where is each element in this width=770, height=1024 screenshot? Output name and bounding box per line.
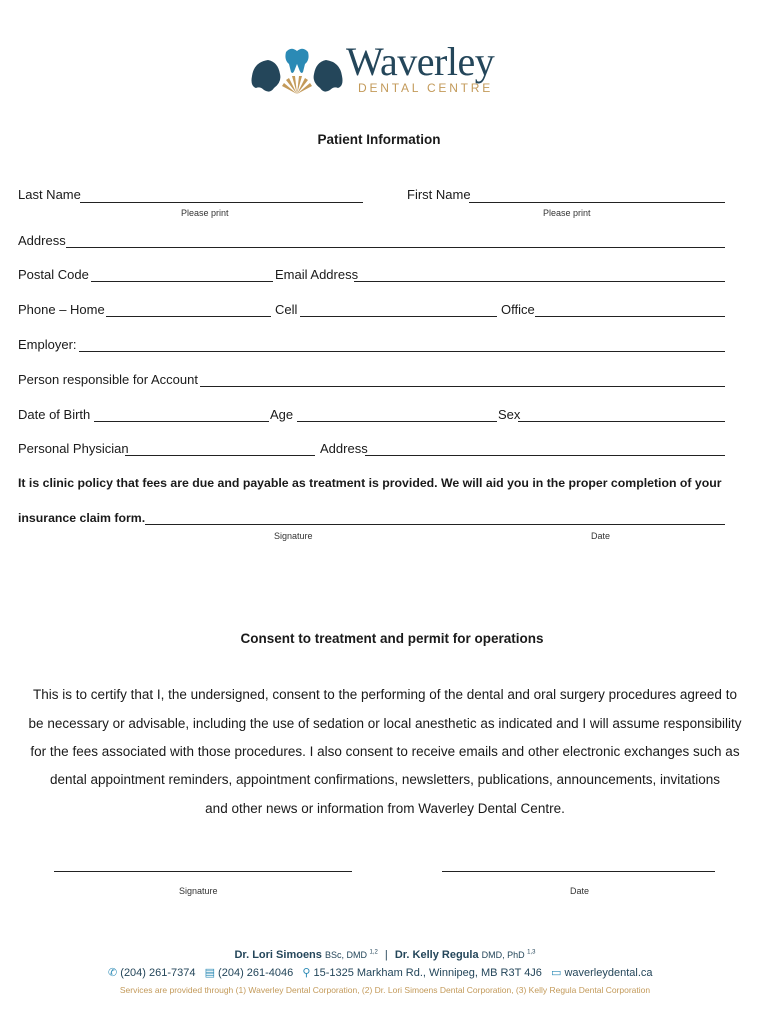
sex-field[interactable]	[518, 421, 725, 422]
footer-contact	[108, 966, 653, 979]
age-label: Age	[270, 407, 294, 422]
footer-fax: (204) 261-4046	[218, 967, 294, 979]
consent-text-line2: be necessary or advisable, including the use of sedation or local anesthetic as indicated and I will assume responsibility	[28, 716, 742, 731]
logo-subtitle: DENTAL CENTRE	[358, 81, 494, 95]
email-field[interactable]	[354, 281, 725, 282]
policy-signature-label: Signature	[274, 531, 313, 541]
consent-signature-label: Signature	[179, 886, 218, 896]
logo-wordmark: Waverley	[346, 39, 495, 84]
person-responsible-label: Person responsible for Account	[18, 372, 198, 387]
consent-text-line1: This is to certify that I, the undersigned, consent to the performing of the dental and oral surgery procedures agreed to	[33, 687, 737, 702]
footer-phone[interactable]: (204) 261-7374	[120, 967, 196, 979]
sex-label: Sex	[498, 407, 521, 422]
doctor2-name: Dr. Kelly Regula	[394, 949, 479, 961]
policy-text-line1: It is clinic policy that fees are due and payable as treatment is provided. We will aid you in the proper completion of your	[18, 476, 722, 490]
consent-text-line4: dental appointment reminders, appointment confirmations, newsletters, publications, announcements, invitations	[49, 772, 721, 787]
doctor2-superscript: 1,3	[527, 949, 536, 956]
employer-label: Employer:	[18, 337, 77, 352]
email-label: Email Address	[275, 267, 359, 282]
postal-code-field[interactable]	[91, 281, 273, 282]
first-name-hint: Please print	[543, 208, 591, 218]
location-pin-icon: ⚲	[302, 967, 311, 979]
physician-field[interactable]	[125, 455, 315, 456]
fax-icon: ▤	[204, 967, 215, 979]
address-field[interactable]	[66, 247, 725, 248]
address-label: Address	[18, 233, 66, 248]
last-name-field[interactable]	[80, 202, 363, 203]
consent-date-field[interactable]	[442, 871, 715, 872]
doctor2-credentials: DMD, PhD	[481, 950, 528, 960]
footer-doctors	[0, 949, 770, 961]
phone-icon: ✆	[108, 967, 118, 979]
footer-address: 15-1325 Markham Rd., Winnipeg, MB R3T 4J6	[313, 967, 542, 979]
footer-note: Services are provided through (1) Waverley Dental Corporation, (2) Dr. Lori Simoens Dental Corporation, (3) Kelly Regula Dental Corporation	[119, 985, 651, 995]
physician-label: Personal Physician	[18, 441, 129, 456]
age-field[interactable]	[297, 421, 497, 422]
first-name-label: First Name	[407, 187, 471, 202]
footer-website[interactable]: waverleydental.ca	[564, 967, 653, 979]
doctor1-superscript: 1,2	[369, 949, 378, 956]
tooth-logo-icon	[248, 42, 346, 98]
consent-date-label: Date	[570, 886, 590, 896]
employer-field[interactable]	[79, 351, 725, 352]
last-name-label: Last Name	[18, 187, 81, 202]
doctor1-name: Dr. Lori Simoens	[234, 949, 322, 961]
person-responsible-field[interactable]	[200, 386, 725, 387]
cell-field[interactable]	[300, 316, 497, 317]
office-label: Office	[501, 302, 535, 317]
doctor-separator: |	[384, 949, 388, 961]
phone-home-label: Phone – Home	[18, 302, 105, 317]
cell-label: Cell	[275, 302, 298, 317]
consent-signature-field[interactable]	[54, 871, 352, 872]
last-name-hint: Please print	[181, 208, 229, 218]
physician-address-field[interactable]	[365, 455, 725, 456]
postal-code-label: Postal Code	[18, 267, 89, 282]
dob-field[interactable]	[94, 421, 269, 422]
office-field[interactable]	[535, 316, 725, 317]
patient-info-title: Patient Information	[317, 132, 441, 147]
policy-date-label: Date	[591, 531, 611, 541]
doctor1-credentials: BSc, DMD	[324, 950, 370, 960]
policy-signature-field[interactable]	[145, 524, 725, 525]
physician-address-label: Address	[320, 441, 368, 456]
first-name-field[interactable]	[469, 202, 725, 203]
waverley-logo	[248, 40, 528, 100]
dob-label: Date of Birth	[18, 407, 91, 422]
policy-text-line2: insurance claim form.	[18, 511, 146, 525]
consent-text-line3: for the fees associated with those procedures. I also consent to receive emails and other electronic exchanges such as	[30, 744, 740, 759]
laptop-icon: ▭	[551, 967, 562, 979]
consent-title: Consent to treatment and permit for operations	[240, 631, 544, 646]
consent-text-line5: and other news or information from Waverley Dental Centre.	[205, 801, 565, 816]
phone-home-field[interactable]	[106, 316, 271, 317]
